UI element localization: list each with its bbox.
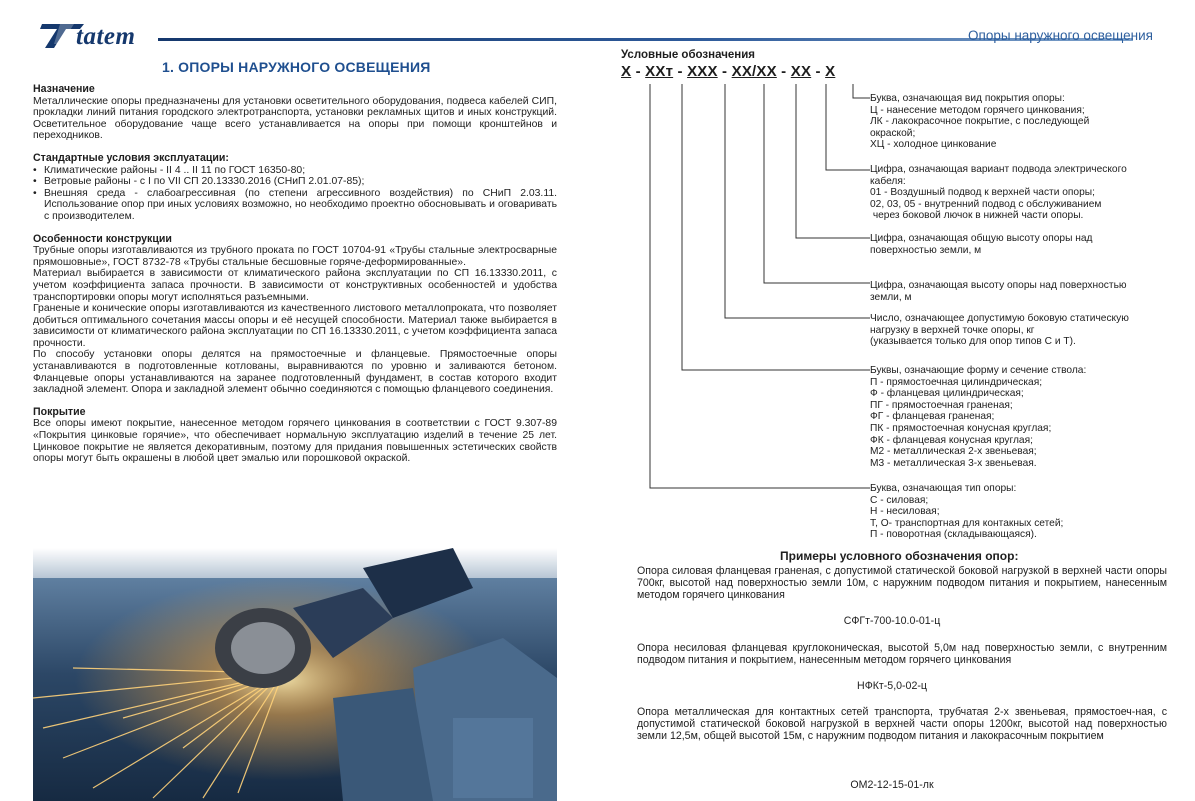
list-item: • Климатические районы - II 4 .. II 11 по ГОСТ 16350-80; (33, 165, 557, 177)
code-part-type: Х (621, 63, 632, 80)
construction-paragraph: По способу установки опоры делятся на прямостоечные и фланцевые. Прямостоечные опоры устанавливаются в подготовленные котлованы, выравниваются по уровню и заливаются бетоном. Фланцевые опоры устанавливаются на заранее подготовленный фундамент, в состав которого входит закладной элемент. Опора и закладной элемент обычно соединяются с помощью фланцевого соединения. (33, 349, 557, 396)
construction-heading: Особенности конструкции (33, 232, 172, 245)
list-item: • Внешняя среда - слабоагрессивная (по степени агрессивного воздействия) по СНиП 2.03.11. Использование опор при иных условиях возможно, но необходимо проектно обосновывать и оговаривать с производителем. (33, 188, 557, 223)
legend-shape-desc (870, 365, 1170, 469)
desc-line: Цифра, означающая общую высоту опоры над (870, 233, 1093, 244)
legend-load-desc (870, 313, 1170, 348)
grinding-photo (33, 548, 557, 801)
page-title: 1. ОПОРЫ НАРУЖНОГО ОСВЕЩЕНИЯ (162, 59, 431, 75)
example-3-code: ОМ2-12-15-01-лк (850, 779, 934, 791)
code-separator: - (776, 63, 791, 80)
list-item: • Ветровые районы - с I по VII СП 20.13330.2016 (СНиП 2.01.07-85); (33, 176, 557, 188)
coating-block (33, 407, 557, 465)
left-column (33, 84, 557, 476)
desc-line: Ц - нанесение методом горячего цинкования; (870, 104, 1085, 116)
desc-line: 01 - Воздушный подвод к верхней части опоры; (870, 187, 1095, 199)
code-part-supply: ХХ (790, 63, 812, 80)
desc-line: земли, м (870, 291, 912, 303)
desc-line: окраской; (870, 127, 916, 139)
desc-line: П - прямостоечная цилиндрическая; (870, 376, 1043, 388)
desc-line: ФК - фланцевая конусная круглая; (870, 434, 1033, 446)
desc-line: П - поворотная (складывающаяся). (870, 529, 1037, 541)
brand-name: tatem (76, 23, 136, 50)
desc-line: нагрузку в верхней точке опоры, кг (870, 324, 1035, 336)
example-2-code: НФКт-5,0-02-ц (857, 680, 927, 692)
desc-line: 02, 03, 05 - внутренний подвод с обслуживанием (870, 198, 1102, 210)
desc-line: Н - несиловая; (870, 506, 940, 518)
grinding-sparks-image (33, 548, 557, 801)
legend-coating-desc (870, 93, 1170, 151)
desc-line: ХЦ - холодное цинкование (870, 139, 997, 151)
header-section-title: Опоры наружного освещения (968, 28, 1153, 43)
desc-line: Буква, означающая вид покрытия опоры: (870, 93, 1065, 104)
right-column (612, 0, 1172, 801)
desc-line: Т, О- транспортная для контакных сетей; (870, 517, 1064, 529)
desc-line: Буквы, означающие форму и сечение ствола: (870, 365, 1087, 376)
desc-line: Число, означающее допустимую боковую статическую (870, 313, 1129, 324)
example-1-text: Опора силовая фланцевая граненая, с допустимой статической боковой нагрузкой в верхней части опоры 700кг, высотой над поверхностью земли 10м, с наружним подводом питания и покрытием, нанесенным методом горячего цинкования (637, 565, 1167, 601)
desc-line: М2 - металлическая 2-х звеньевая; (870, 446, 1037, 458)
code-separator: - (717, 63, 732, 80)
code-part-heights: ХХ/ХХ (731, 63, 777, 80)
example-3-text: Опора металлическая для контактных сетей транспорта, трубчатая 2-х звеньевая, прямостоеч-ная, с допустимой статической боковой нагрузкой в верхней части опоры 1200кг, высотой над поверхностью земли 12,5м, общей высотой 15м, с наружним подводом питания и лакокрасочным покрытием (637, 706, 1167, 742)
coating-heading: Покрытие (33, 405, 86, 418)
desc-line: Цифра, означающая вариант подвода электрического (870, 164, 1127, 175)
example-1-code: СФГт-700-10.0-01-ц (843, 615, 941, 627)
desc-line: Цифра, означающая высоту опоры над поверхностью (870, 280, 1127, 291)
coating-text: Все опоры имеют покрытие, нанесенное методом горячего цинкования в соответствии с ГОСТ 9.307-89 «Покрытия цинковые горячие», что обеспечивает нормальную эксплуатацию изделий в течение 25 лет. Цинковое покрытие не является декоративным, поэтому для придания повышенных эстетических свойств опоры могут быть окрашены в любой цвет эмалью или порошковой окраской. (33, 418, 557, 465)
purpose-block (33, 84, 557, 142)
conditions-block (33, 153, 557, 223)
construction-paragraph: Материал выбирается в зависимости от климатического района эксплуатации по СП 16.13330.2011, с учетом коэффициента запаса прочности. В зависимости от конструктивных особенностей и удобства транспортировки опоры могут исполняться разъемными. (33, 268, 557, 303)
desc-line: поверхностью земли, м (870, 244, 982, 256)
examples-title: Примеры условного обозначения опор: (780, 549, 1019, 563)
desc-line: С - силовая; (870, 494, 929, 506)
desc-line: М3 - металлическая 3-х звеньевая. (870, 457, 1037, 469)
code-part-load: ХХХ (687, 63, 718, 80)
legend-type-desc (870, 483, 1170, 541)
construction-block (33, 234, 557, 396)
purpose-text: Металлические опоры предназначены для установки осветительного оборудования, подвеса кабелей СИП, прокладки линий питания городского электротранспорта, установки рекламных щитов и иных конструкций. Осветительное оборудование чаще всего устанавливается на опоры при помощи кронштейнов и переходников. (33, 95, 557, 142)
conditions-list (33, 165, 557, 223)
desc-line: (указывается только для опор типов С и Т). (870, 336, 1076, 348)
code-separator: - (811, 63, 826, 80)
purpose-heading: Назначение (33, 83, 95, 95)
construction-paragraph: Трубные опоры изготавливаются из трубного проката по ГОСТ 10704-91 «Трубы стальные электросварные прямошовные», ГОСТ 8732-78 «Трубы стальные бесшовные горяче-деформированные». (33, 245, 557, 268)
code-separator: - (673, 63, 688, 80)
desc-line: ЛК - лакокрасочное покрытие, с последующей (870, 116, 1090, 128)
code-separator: - (631, 63, 646, 80)
desc-line: через боковой лючок в нижней части опоры. (870, 210, 1084, 222)
desc-line: кабеля: (870, 175, 906, 187)
legend-supply-desc (870, 164, 1170, 222)
construction-paragraph: Граненые и конические опоры изготавливаются из качественного листового металлопроката, что позволяет добиться оптимального сочетания массы опоры и её несущей способности. Материал также выбирается в зависимости от климатического района эксплуатации по СП 16.13330.2011, с учетом коэффициента запаса прочности. (33, 303, 557, 349)
conditions-heading: Стандартные условия эксплуатации: (33, 151, 229, 164)
desc-line: ПГ - прямостоечная граненая; (870, 399, 1013, 411)
desc-line: Буква, означающая тип опоры: (870, 483, 1017, 494)
legend-total-height-desc (870, 233, 1170, 256)
legend-height-desc (870, 280, 1170, 303)
code-part-coating: Х (825, 63, 836, 80)
example-2-text: Опора несиловая фланцевая круглоконическая, высотой 5,0м над поверхностью земли, с внутренним подводом питания и покрытием, нанесенным методом горячего цинкования (637, 642, 1167, 666)
desc-line: Ф - фланцевая цилиндрическая; (870, 388, 1024, 400)
desc-line: ПК - прямостоечная конусная круглая; (870, 422, 1052, 434)
code-part-shape: ХХт (645, 63, 674, 80)
desc-line: ФГ - фланцевая граненая; (870, 411, 995, 423)
legend-title: Условные обозначения (621, 49, 756, 61)
